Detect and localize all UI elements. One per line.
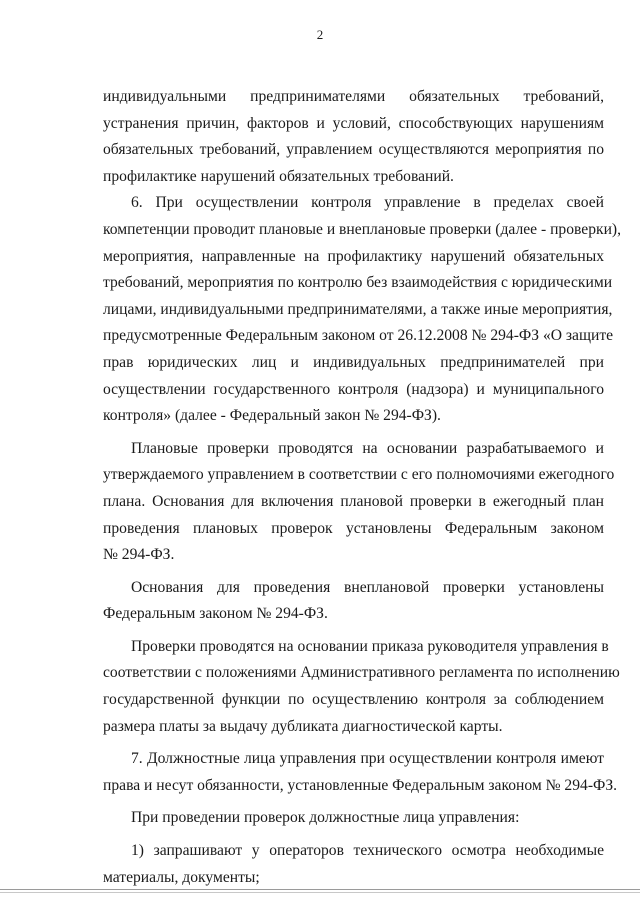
document-body [103, 84, 622, 891]
paragraph [103, 190, 622, 429]
text-line: № 294-ФЗ. [103, 546, 175, 564]
text-line: осуществлении государственного контроля (надзора) и муниципального [103, 380, 604, 398]
text-line: обязательных требований, управлением осуществляются мероприятия по [103, 141, 604, 159]
page-bottom-divider [0, 889, 640, 890]
text-line: прав юридических лиц и индивидуальных предпринимателей при [103, 353, 604, 371]
paragraph [103, 838, 604, 891]
text-line: устранения причин, факторов и условий, способствующих нарушениям [103, 114, 604, 132]
text-line: Основания для проведения внеплановой проверки установлены [131, 578, 604, 596]
text-line: 7. Должностные лица управления при осуществлении контроля имеют [131, 750, 604, 768]
text-line: размера платы за выдачу дубликата диагностической карты. [103, 717, 503, 735]
paragraph [103, 746, 618, 799]
text-line: профилактике нарушений обязательных требований. [103, 167, 454, 185]
page-bottom-divider-shadow [0, 892, 640, 893]
text-line: плана. Основания для включения плановой проверки в ежегодный план [103, 492, 604, 510]
text-line: соответствии с положениями Административного регламента по исполнению [103, 664, 620, 682]
paragraph [103, 84, 604, 190]
text-line: утверждаемого управлением в соответствии с его полномочиями ежегодного [103, 466, 615, 484]
text-line: проведения плановых проверок установлены Федеральным законом [103, 519, 604, 537]
text-line: Федеральным законом № 294-ФЗ. [103, 605, 328, 623]
paragraph [103, 436, 615, 569]
paragraph [103, 634, 620, 740]
text-line: государственной функции по осуществлению контроля за соблюдением [103, 691, 604, 709]
text-line: Плановые проверки проводятся на основании разрабатываемого и [131, 439, 604, 457]
text-line: Проверки проводятся на основании приказа руководителя управления в [131, 637, 609, 655]
text-line: При проведении проверок должностные лица управления: [131, 809, 520, 827]
text-line: права и несут обязанности, установленные Федеральным законом № 294-ФЗ. [103, 776, 618, 794]
text-line: контроля» (далее - Федеральный закон № 294-ФЗ). [103, 407, 441, 425]
paragraph [103, 805, 604, 832]
text-line: 1) запрашивают у операторов технического осмотра необходимые [131, 842, 604, 860]
text-line: 6. При осуществлении контроля управление в пределах своей [131, 194, 604, 212]
text-line: предусмотренные Федеральным законом от 26.12.2008 № 294-ФЗ «О защите [103, 327, 614, 345]
text-line: мероприятия, направленные на профилактику нарушений обязательных [103, 247, 604, 265]
page-number: 2 [316, 27, 324, 42]
text-line: компетенции проводит плановые и внеплановые проверки (далее - проверки), [103, 220, 622, 238]
text-line: лицами, индивидуальными предпринимателями, а также иные мероприятия, [103, 300, 613, 318]
text-line: требований, мероприятия по контролю без взаимодействия с юридическими [103, 274, 613, 292]
text-line: индивидуальными предпринимателями обязательных требований, [103, 88, 604, 105]
paragraph [103, 575, 604, 628]
text-line: материалы, документы; [103, 868, 260, 886]
